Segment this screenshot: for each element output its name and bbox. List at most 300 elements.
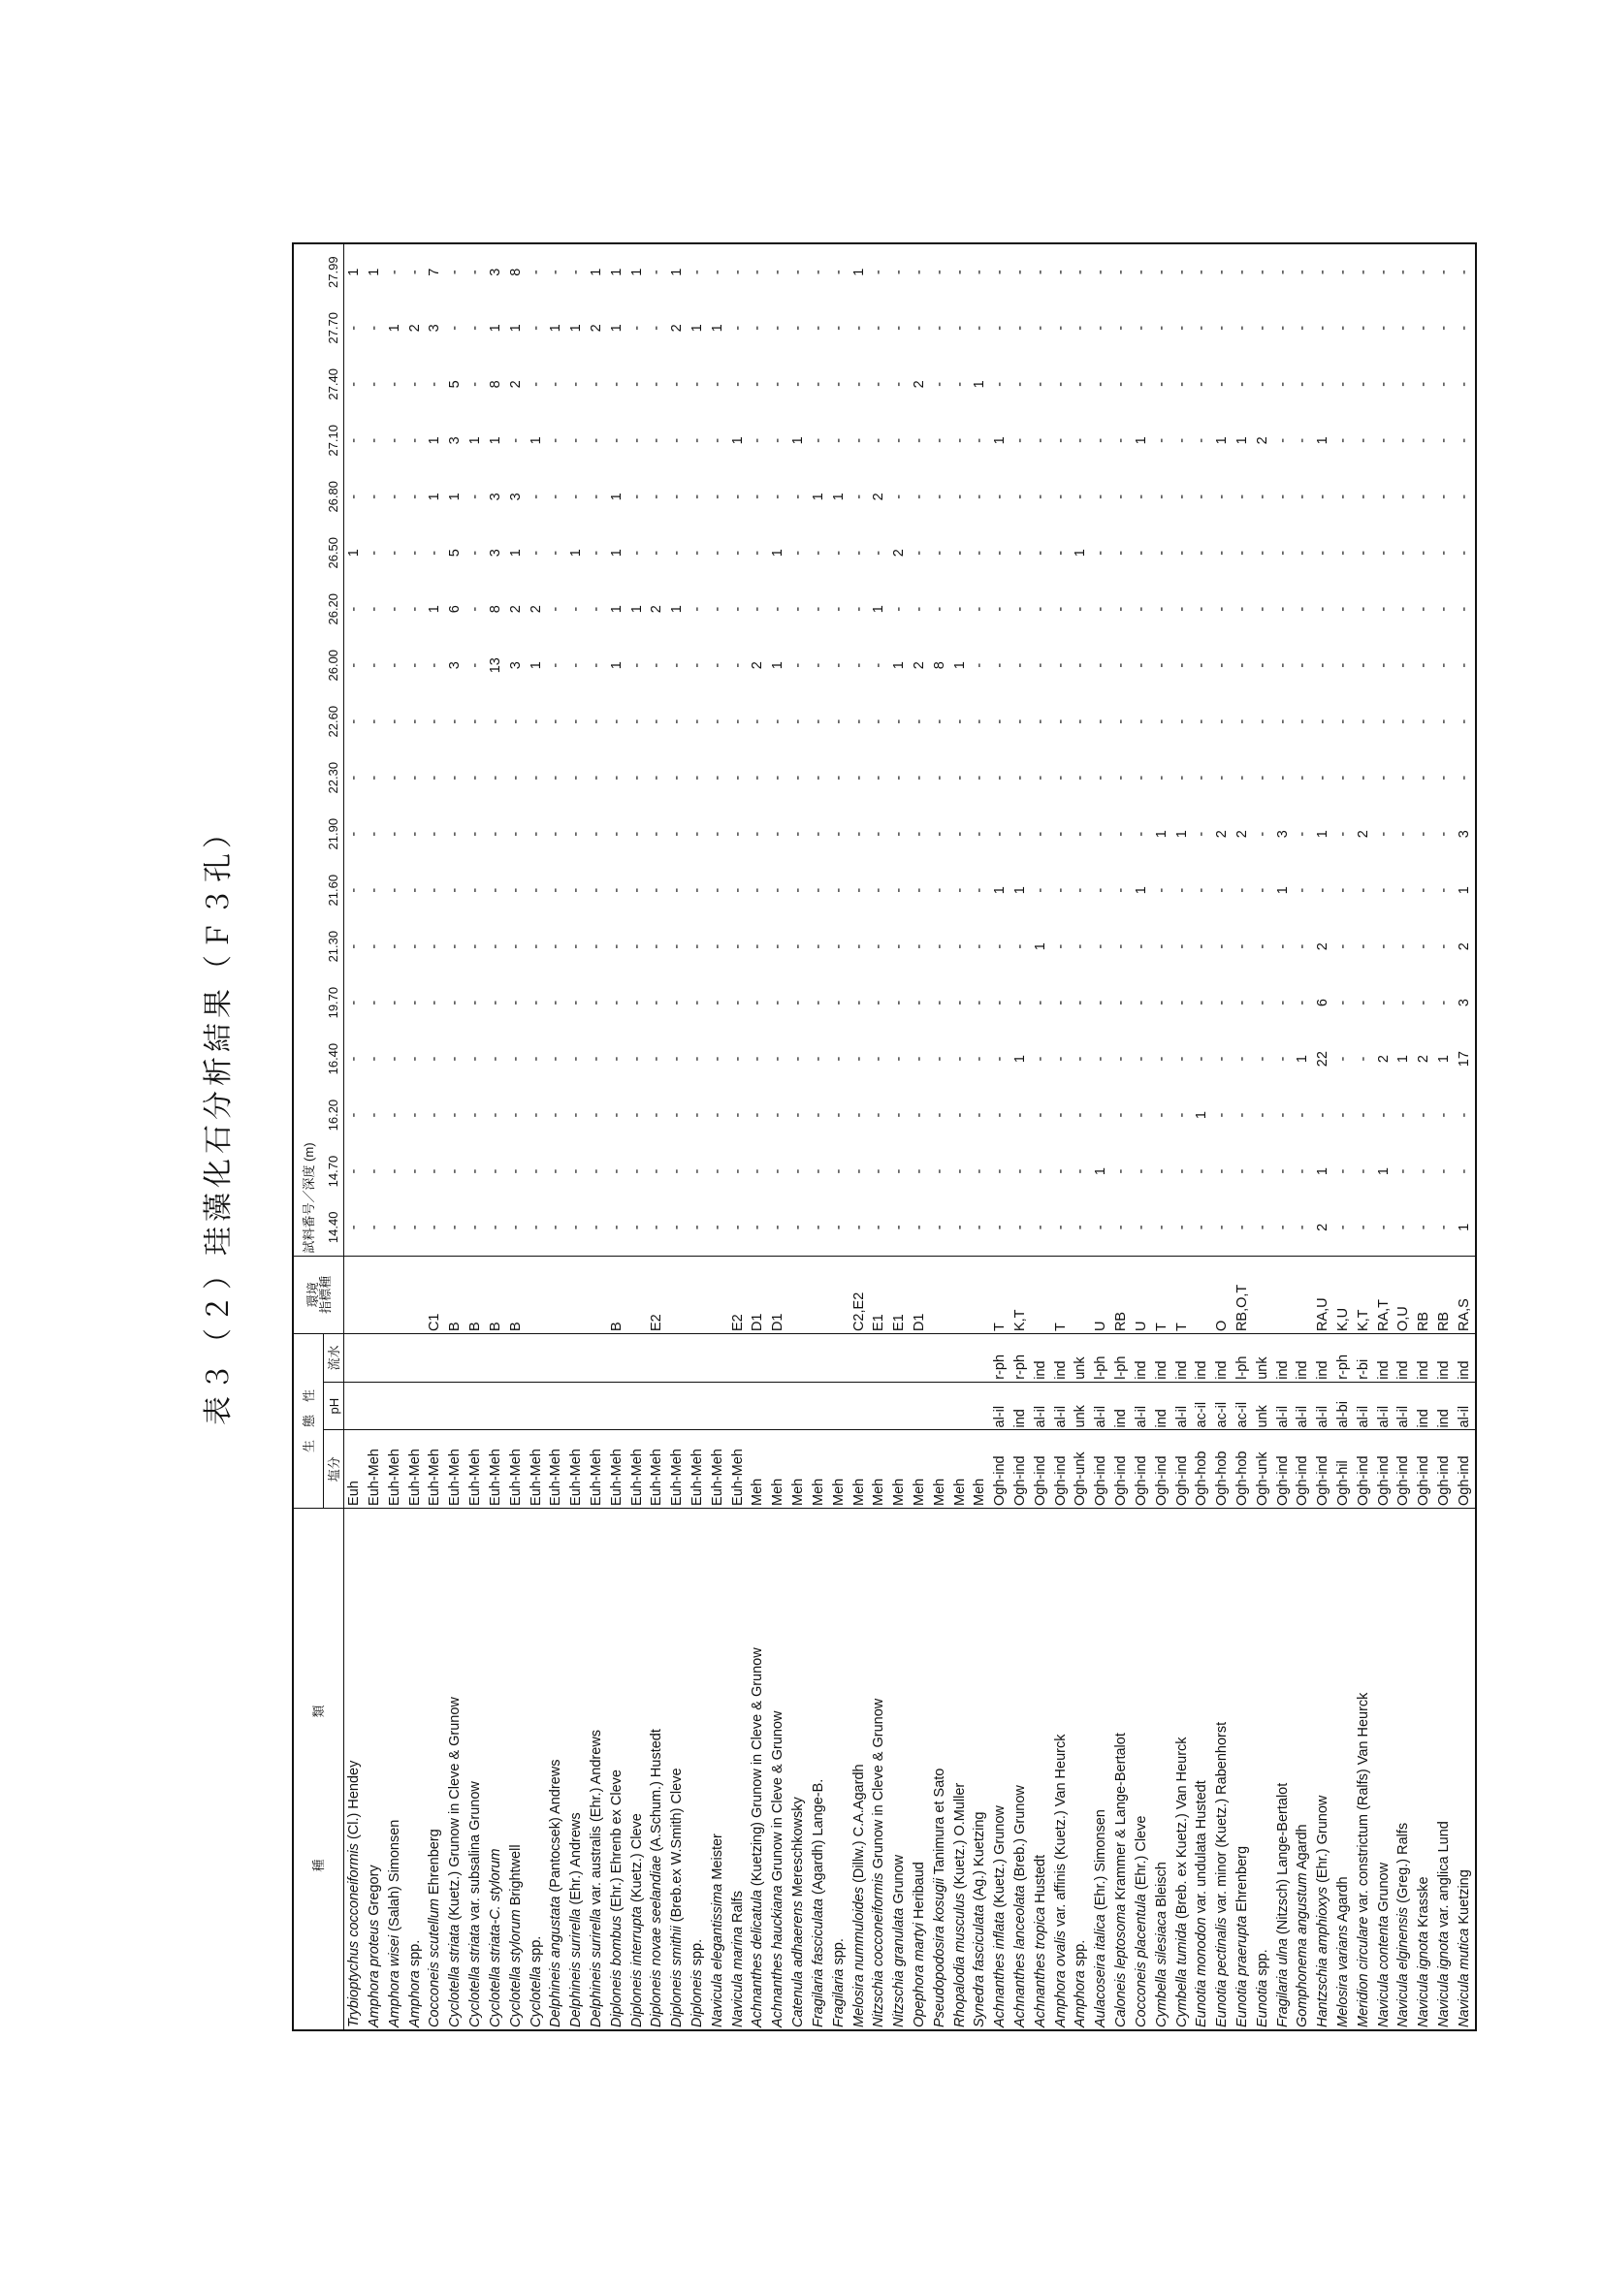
count-cell: - [427, 887, 443, 893]
count-cell: - [1052, 831, 1069, 837]
count-cell: 1 [669, 605, 686, 614]
flow-cell: ind [1031, 1334, 1051, 1383]
ph-cell: al-il [1091, 1382, 1111, 1430]
count-cell: - [406, 887, 423, 893]
ph-cell [849, 1382, 869, 1430]
species-authority: (Pantocsek) Andrews [548, 1759, 564, 1897]
count-cell: - [588, 606, 604, 612]
indicator-cell [1192, 1256, 1212, 1333]
count-cell: 3 [507, 661, 524, 670]
count-cell: - [447, 775, 464, 781]
count-cell: - [790, 381, 807, 387]
count-cell: - [649, 1225, 665, 1230]
count-cell: - [346, 1000, 363, 1005]
count-cell: - [1073, 887, 1089, 893]
species-authority: spp. [1073, 1939, 1089, 1971]
count-cell: - [507, 1225, 524, 1230]
count-cell: - [750, 887, 766, 893]
count-cell: - [1194, 943, 1210, 949]
count-cell: - [1335, 1168, 1352, 1174]
count-cell: - [1274, 943, 1291, 949]
ph-cell: ind [1010, 1382, 1031, 1430]
count-cell: 1 [487, 324, 503, 333]
ph-cell [910, 1382, 930, 1430]
flow-cell [425, 1334, 445, 1383]
indicator-cell: D1 [910, 1256, 930, 1333]
species-authority: (Salah) Simonsen [386, 1819, 402, 1935]
count-cell: - [1052, 270, 1069, 275]
species-cell [465, 1508, 486, 2030]
count-cell: - [406, 775, 423, 781]
count-cell: - [1355, 718, 1371, 724]
flow-cell: ind [1152, 1334, 1172, 1383]
count-cell: - [1436, 831, 1453, 837]
count-cell: - [1234, 718, 1250, 724]
species-authority: (Ag.) Kuetzing [972, 1811, 988, 1905]
count-cell: - [770, 718, 786, 724]
count-cell: - [1012, 718, 1029, 724]
count-cell: 1 [528, 661, 544, 670]
count-cell: - [507, 437, 524, 443]
salinity-cell: Meh [809, 1430, 829, 1508]
salinity-cell: Euh-Meh [708, 1430, 728, 1508]
count-cell: - [346, 1168, 363, 1174]
indicator-cell [949, 1256, 970, 1333]
count-cell: - [608, 1000, 625, 1005]
count-cell: - [1194, 325, 1210, 331]
count-cell: 2 [507, 605, 524, 614]
table-row [445, 243, 465, 2030]
flow-cell [626, 1334, 647, 1383]
count-cell: - [1335, 718, 1352, 724]
count-cell: - [1093, 943, 1109, 949]
count-cell: - [1295, 718, 1311, 724]
count-cell: - [1173, 887, 1190, 893]
count-cell: - [931, 325, 947, 331]
count-cell: - [487, 1000, 503, 1005]
count-cell: 1 [628, 605, 645, 614]
ph-cell [425, 1382, 445, 1430]
count-cell: - [367, 943, 383, 949]
table-row [506, 243, 527, 2030]
species-authority: (Ehr.) Ehrenb ex Cleve [608, 1770, 625, 1916]
species-name: Amphora proteus [367, 1919, 383, 2027]
count-cell: - [406, 1168, 423, 1174]
count-cell: - [850, 1056, 867, 1062]
count-cell: - [891, 1112, 908, 1118]
count-cell: - [830, 887, 847, 893]
count-cell: - [931, 775, 947, 781]
count-cell: - [467, 1112, 484, 1118]
count-cell: - [1032, 606, 1048, 612]
count-cell: - [951, 887, 968, 893]
count-cell: - [770, 270, 786, 275]
count-cell: - [386, 606, 402, 612]
count-cell: - [1194, 1000, 1210, 1005]
count-cell: - [1234, 550, 1250, 556]
flow-cell: ind [1051, 1334, 1072, 1383]
salinity-cell: Ogh-ind [1313, 1430, 1333, 1508]
count-cell: - [1194, 1225, 1210, 1230]
count-cell: - [871, 550, 887, 556]
count-cell: - [790, 943, 807, 949]
count-cell: - [608, 831, 625, 837]
ph-cell [526, 1382, 546, 1430]
count-cell: - [367, 325, 383, 331]
count-cell: - [386, 494, 402, 499]
species-name: Aulacoseira italica [1093, 1914, 1109, 2027]
count-cell: - [467, 1000, 484, 1005]
count-cell: - [1295, 606, 1311, 612]
count-cell: - [628, 437, 645, 443]
count-cell: - [891, 381, 908, 387]
count-cell: - [1416, 1225, 1432, 1230]
count-cell: - [669, 887, 686, 893]
ph-cell [829, 1382, 849, 1430]
species-cell [1272, 1508, 1293, 2030]
count-cell: 5 [447, 549, 464, 558]
count-cell: - [1395, 494, 1412, 499]
count-cell: - [528, 831, 544, 837]
count-cell: - [649, 943, 665, 949]
count-cell: - [951, 1168, 968, 1174]
species-cell [889, 1508, 910, 2030]
count-cell: - [729, 718, 746, 724]
count-cell: - [487, 943, 503, 949]
species-authority: var. australis (Ehr.) Andrews [588, 1729, 604, 1909]
count-cell: - [1194, 775, 1210, 781]
count-cell: - [447, 887, 464, 893]
species-cell [486, 1508, 506, 2030]
count-cell: - [548, 887, 564, 893]
indicator-cell [546, 1256, 566, 1333]
count-cell: - [1234, 1225, 1250, 1230]
count-cell: - [1436, 718, 1453, 724]
count-cell: - [1113, 1168, 1130, 1174]
count-cell: - [386, 831, 402, 837]
count-cell: - [951, 943, 968, 949]
ph-cell: ind [1152, 1382, 1172, 1430]
count-cell: - [1274, 437, 1291, 443]
count-cell: - [1032, 1168, 1048, 1174]
count-cell: - [1315, 270, 1331, 275]
count-cell: - [992, 943, 1009, 949]
count-cell: - [871, 662, 887, 668]
count-cell: - [1214, 325, 1231, 331]
count-cell: - [1194, 1168, 1210, 1174]
salinity-cell: Euh-Meh [365, 1430, 385, 1508]
count-cell: - [1375, 437, 1392, 443]
species-authority: Hustedt [1032, 1854, 1048, 1907]
flow-cell: r-ph [1333, 1334, 1354, 1383]
header-row-1 [293, 243, 324, 2030]
count-cell: - [951, 606, 968, 612]
count-cell: - [628, 381, 645, 387]
count-cell: - [709, 775, 725, 781]
count-cell: - [1133, 775, 1149, 781]
table-row [1091, 243, 1111, 2030]
count-cell: - [1133, 1056, 1149, 1062]
flow-header: 流水 [324, 1334, 344, 1383]
ph-cell: al-il [1394, 1382, 1414, 1430]
count-cell: - [1335, 270, 1352, 275]
count-cell: - [1032, 775, 1048, 781]
salinity-cell: Euh-Meh [587, 1430, 607, 1508]
count-cell: - [467, 381, 484, 387]
count-cell: - [1073, 606, 1089, 612]
count-cell: - [1416, 718, 1432, 724]
flow-cell: ind [1192, 1334, 1212, 1383]
count-cell: - [507, 1056, 524, 1062]
table-row [809, 243, 829, 2030]
count-cell: 1 [992, 436, 1009, 445]
ph-cell [930, 1382, 950, 1430]
count-cell: - [568, 437, 585, 443]
count-cell: - [1194, 606, 1210, 612]
count-cell: - [709, 550, 725, 556]
count-cell: - [1395, 270, 1412, 275]
count-cell: - [931, 887, 947, 893]
species-cell [1051, 1508, 1072, 2030]
count-cell: - [528, 1000, 544, 1005]
count-cell: 1 [871, 605, 887, 614]
count-cell: - [367, 494, 383, 499]
flow-cell [526, 1334, 546, 1383]
species-cell [344, 1508, 365, 2030]
count-cell: - [951, 1056, 968, 1062]
count-cell: - [972, 943, 988, 949]
ecology-header: 生 態 性 [293, 1334, 324, 1509]
salinity-cell: Ogh-ind [1293, 1430, 1313, 1508]
count-cell: - [709, 381, 725, 387]
count-cell: - [346, 1056, 363, 1062]
depth-header: 27.70 [324, 300, 344, 356]
species-cell [809, 1508, 829, 2030]
ph-cell [587, 1382, 607, 1430]
indicator-cell: T [1051, 1256, 1072, 1333]
species-cell [647, 1508, 667, 2030]
count-cell: - [1395, 887, 1412, 893]
count-cell: - [790, 494, 807, 499]
depth-header: 21.60 [324, 862, 344, 918]
flow-cell: ind [1434, 1334, 1455, 1383]
species-cell [688, 1508, 708, 2030]
count-cell: - [931, 1225, 947, 1230]
count-cell: - [1457, 775, 1473, 781]
count-cell: - [850, 437, 867, 443]
count-cell: - [1173, 325, 1190, 331]
species-cell [667, 1508, 688, 2030]
count-cell: - [810, 662, 826, 668]
indicator-cell [385, 1256, 405, 1333]
count-cell: - [1093, 718, 1109, 724]
count-cell: - [709, 718, 725, 724]
count-cell: 8 [487, 380, 503, 389]
count-cell: - [750, 1168, 766, 1174]
count-cell: - [588, 662, 604, 668]
count-cell: - [447, 718, 464, 724]
count-cell: - [1395, 1112, 1412, 1118]
count-cell: - [1173, 1000, 1190, 1005]
indicator-cell [344, 1256, 365, 1333]
species-authority: Grunow [1375, 1862, 1392, 1916]
count-cell: - [588, 1056, 604, 1062]
count-cell: - [1355, 381, 1371, 387]
count-cell: - [1153, 718, 1169, 724]
flow-cell: ind [1374, 1334, 1394, 1383]
ph-cell [344, 1382, 365, 1430]
count-cell: - [1295, 1000, 1311, 1005]
count-cell: - [972, 1056, 988, 1062]
count-cell: - [1133, 494, 1149, 499]
count-cell: 1 [1274, 886, 1291, 895]
count-cell: - [1274, 1225, 1291, 1230]
count-cell: - [830, 1112, 847, 1118]
count-cell: - [1254, 494, 1270, 499]
count-cell: - [1093, 1112, 1109, 1118]
count-cell: 7 [427, 268, 443, 276]
table-row [647, 243, 667, 2030]
count-cell: - [810, 381, 826, 387]
count-cell: - [1234, 1000, 1250, 1005]
count-cell: 1 [790, 436, 807, 445]
species-name: Fragilaria ulna [1274, 1938, 1291, 2027]
count-cell: - [1214, 662, 1231, 668]
count-cell: - [1093, 662, 1109, 668]
count-cell: - [608, 775, 625, 781]
count-cell: 1 [1133, 886, 1149, 895]
count-cell: - [830, 831, 847, 837]
count-cell: - [467, 1056, 484, 1062]
species-name: Diploneis interrupta [628, 1906, 645, 2027]
count-cell: 3 [447, 661, 464, 670]
count-cell: - [588, 775, 604, 781]
flow-cell [587, 1334, 607, 1383]
count-cell: - [810, 325, 826, 331]
species-authority: spp. [830, 1938, 847, 1969]
count-cell: - [1234, 943, 1250, 949]
count-cell: - [992, 606, 1009, 612]
table-row [1313, 243, 1333, 2030]
count-cell: - [750, 381, 766, 387]
count-cell: - [709, 662, 725, 668]
salinity-cell: Euh-Meh [385, 1430, 405, 1508]
count-cell: - [1295, 1225, 1311, 1230]
count-cell: - [507, 775, 524, 781]
count-cell: - [992, 270, 1009, 275]
count-cell: - [1436, 550, 1453, 556]
count-cell: - [588, 943, 604, 949]
salinity-cell: Ogh-ind [1010, 1430, 1031, 1508]
table-row [889, 243, 910, 2030]
salinity-cell: Ogh-ind [1394, 1430, 1414, 1508]
count-cell: - [669, 943, 686, 949]
species-name: Eunotia praerupta [1234, 1915, 1250, 2027]
count-cell: - [992, 550, 1009, 556]
count-cell: - [750, 1112, 766, 1118]
count-cell: - [830, 437, 847, 443]
count-cell: - [1375, 381, 1392, 387]
count-cell: - [709, 437, 725, 443]
count-cell: - [891, 494, 908, 499]
count-cell: - [649, 1112, 665, 1118]
count-cell: - [528, 1225, 544, 1230]
count-cell: - [790, 887, 807, 893]
indicator-cell: RA,T [1374, 1256, 1394, 1333]
count-cell: - [1335, 887, 1352, 893]
count-cell: - [689, 775, 706, 781]
count-cell: 1 [507, 324, 524, 333]
count-cell: - [1052, 606, 1069, 612]
count-cell: - [891, 775, 908, 781]
flow-cell [748, 1334, 768, 1383]
count-cell: - [367, 662, 383, 668]
count-cell: 1 [1436, 1055, 1453, 1064]
count-cell: - [871, 1225, 887, 1230]
species-name: Navicula mutica [1457, 1928, 1473, 2027]
indicator-cell: B [486, 1256, 506, 1333]
count-cell: 3 [1457, 830, 1473, 839]
count-cell: - [689, 270, 706, 275]
count-cell: - [1355, 494, 1371, 499]
indicator-cell [626, 1256, 647, 1333]
ph-cell [728, 1382, 749, 1430]
count-cell: - [931, 943, 947, 949]
ph-cell: al-il [1272, 1382, 1293, 1430]
count-cell: - [1194, 437, 1210, 443]
count-cell: - [1416, 437, 1432, 443]
species-cell [1091, 1508, 1111, 2030]
count-cell: - [608, 381, 625, 387]
table-row [344, 243, 365, 2030]
ph-cell: al-il [1354, 1382, 1374, 1430]
count-cell: - [1073, 381, 1089, 387]
count-cell: - [427, 831, 443, 837]
species-cell [365, 1508, 385, 2030]
species-name: Amphora [1073, 1970, 1089, 2027]
count-cell: - [770, 831, 786, 837]
species-authority: (Cl.) Hendey [346, 1760, 363, 1844]
count-cell: - [1457, 1112, 1473, 1118]
count-cell: - [1395, 662, 1412, 668]
count-cell: - [1073, 325, 1089, 331]
count-cell: 3 [507, 493, 524, 501]
count-cell: - [427, 775, 443, 781]
indicator-cell [667, 1256, 688, 1333]
count-cell: - [709, 831, 725, 837]
count-cell: - [1416, 270, 1432, 275]
indicator-header [293, 1256, 344, 1333]
count-cell: - [1093, 831, 1109, 837]
flow-cell [849, 1334, 869, 1383]
count-cell: - [1133, 943, 1149, 949]
count-cell: - [548, 437, 564, 443]
table-row [1374, 243, 1394, 2030]
count-cell: - [588, 1000, 604, 1005]
count-cell: - [1234, 270, 1250, 275]
salinity-cell: Ogh-unk [1253, 1430, 1273, 1508]
count-cell: - [447, 1168, 464, 1174]
species-authority: (Nitzsch) Lange-Bertalot [1274, 1782, 1291, 1939]
count-cell: - [608, 1056, 625, 1062]
count-cell: - [1375, 718, 1392, 724]
count-cell: - [1032, 1225, 1048, 1230]
count-cell: 2 [750, 661, 766, 670]
salinity-cell: Meh [768, 1430, 788, 1508]
table-row [607, 243, 627, 2030]
ph-cell [688, 1382, 708, 1430]
count-cell: 2 [588, 324, 604, 333]
